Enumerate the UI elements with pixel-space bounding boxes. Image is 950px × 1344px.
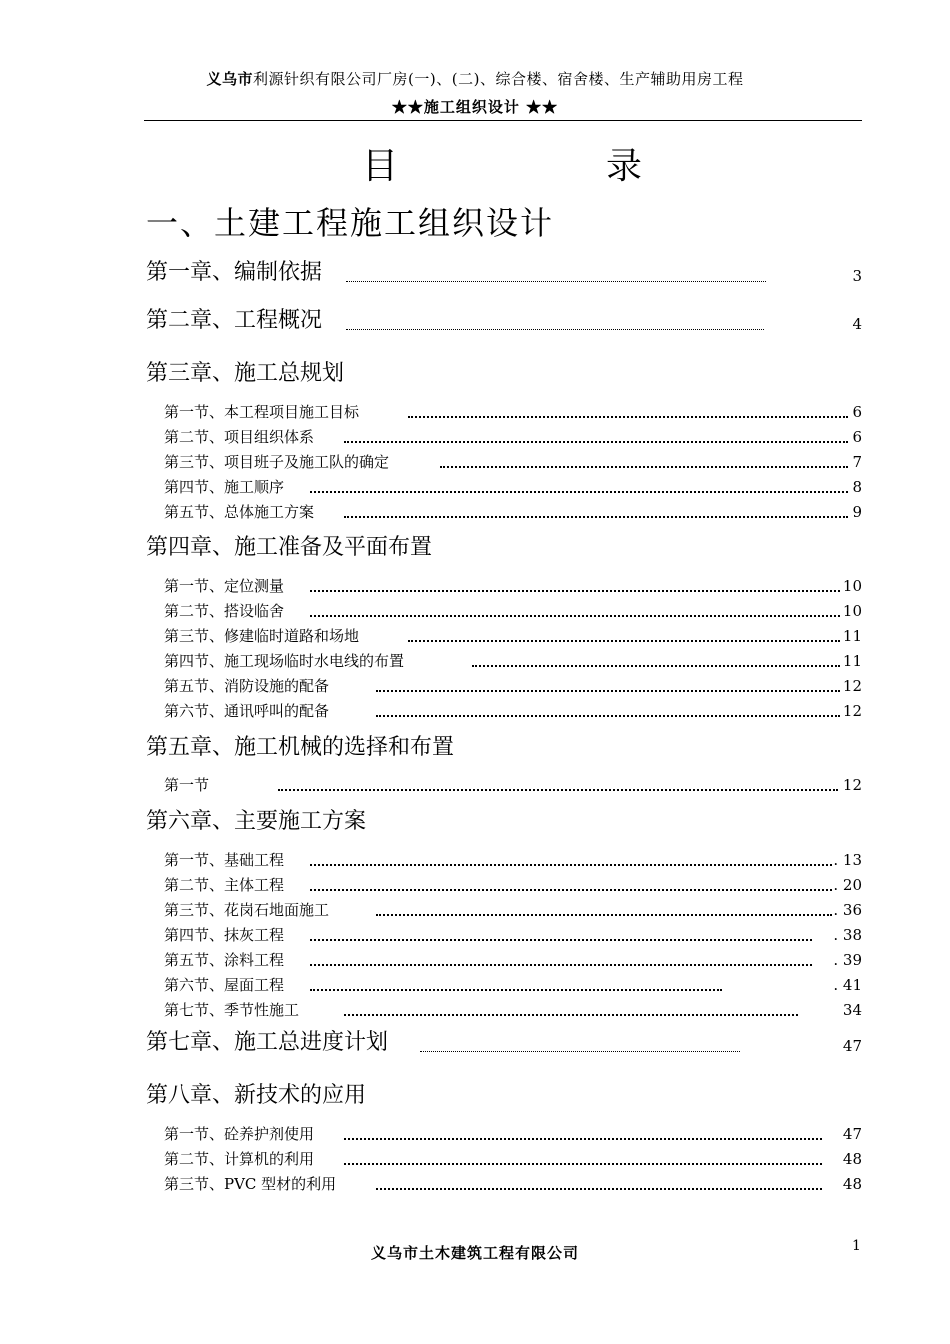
page-number: 48 (842, 1175, 862, 1193)
toc-section[interactable] (164, 846, 862, 870)
toc-chapter-2[interactable] (146, 308, 862, 334)
toc-chapter-4[interactable]: 第四章、施工准备及平面布置 (146, 535, 433, 560)
dot-leader (408, 640, 840, 642)
section-label: 第二节、项目组织体系 (164, 428, 315, 446)
section-label: 第一节、定位测量 (164, 577, 285, 595)
dot-leader (344, 1138, 822, 1140)
section-label: 第二节、主体工程 (164, 876, 285, 894)
page-number: 3 (852, 267, 862, 285)
page-number: 48 (842, 1150, 862, 1168)
page-number: 10 (842, 602, 862, 620)
chapter-label: 第一章、编制依据 (146, 260, 323, 285)
footer-page-number: 1 (852, 1238, 861, 1254)
page-number: 34 (842, 1001, 862, 1019)
dot-leader (346, 329, 764, 330)
toc-section[interactable] (164, 572, 862, 596)
toc-chapter-8[interactable]: 第八章、新技术的应用 (146, 1083, 367, 1108)
page-number: . 13 (833, 851, 862, 869)
dot-leader (472, 665, 840, 667)
page-number: . 20 (833, 876, 862, 894)
dot-leader (310, 939, 812, 941)
page-number: 6 (852, 403, 862, 421)
dot-leader (278, 789, 838, 791)
header-subtitle: ★★施工组织设计 ★★ (391, 98, 559, 116)
toc-section[interactable] (164, 672, 862, 696)
document-header (0, 68, 950, 89)
section-label: 第四节、施工现场临时水电线的布置 (164, 652, 405, 670)
section-label: 第六节、通讯呼叫的配备 (164, 702, 330, 720)
chapter-label: 第七章、施工总进度计划 (146, 1030, 389, 1055)
toc-section[interactable] (164, 647, 862, 671)
section-label: 第五节、总体施工方案 (164, 503, 315, 521)
section-label: 第二节、计算机的利用 (164, 1150, 315, 1168)
toc-section[interactable] (164, 921, 862, 945)
page-number: . 38 (833, 926, 862, 944)
page-number: 7 (852, 453, 862, 471)
section-label: 第七节、季节性施工 (164, 1001, 300, 1019)
page-number: 11 (842, 652, 862, 670)
page-number: 47 (842, 1037, 862, 1055)
dot-leader (344, 1163, 822, 1165)
page-number: 47 (842, 1125, 862, 1143)
header-project-name: 利源针织有限公司厂房(一)、(二)、综合楼、宿舍楼、生产辅助用房工程 (253, 70, 744, 88)
toc-section[interactable] (164, 423, 862, 447)
header-divider (144, 120, 862, 121)
toc-section[interactable] (164, 1120, 862, 1144)
dot-leader (408, 416, 848, 418)
header-city: 义乌市 (206, 70, 254, 88)
toc-section[interactable] (164, 1145, 862, 1169)
page-number: . 41 (833, 976, 862, 994)
dot-leader (310, 889, 832, 891)
toc-chapter-3[interactable]: 第三章、施工总规划 (146, 361, 345, 386)
dot-leader (310, 590, 840, 592)
section-label: 第四节、抹灰工程 (164, 926, 285, 944)
toc-section[interactable] (164, 946, 862, 970)
dot-leader (376, 715, 840, 717)
toc-section[interactable] (164, 398, 862, 422)
dot-leader (310, 964, 812, 966)
section-label: 第四节、施工顺序 (164, 478, 285, 496)
dot-leader (376, 690, 840, 692)
section-label: 第三节、项目班子及施工队的确定 (164, 453, 390, 471)
footer-company-name: 义乌市土木建筑工程有限公司 (370, 1244, 579, 1262)
section-label: 第一节 (164, 776, 210, 794)
toc-section[interactable] (164, 448, 862, 472)
section-label: 第一节、砼养护剂使用 (164, 1125, 315, 1143)
toc-section[interactable] (164, 996, 862, 1020)
dot-leader (344, 441, 848, 443)
dot-leader (344, 516, 848, 518)
toc-section[interactable] (164, 473, 862, 497)
page-number: 6 (852, 428, 862, 446)
section-label: 第五节、消防设施的配备 (164, 677, 330, 695)
section-label: 第六节、屋面工程 (164, 976, 285, 994)
dot-leader (420, 1051, 740, 1052)
toc-section[interactable] (164, 871, 862, 895)
chapter-label: 第二章、工程概况 (146, 308, 323, 333)
page-number: 12 (842, 776, 862, 794)
dot-leader (376, 1188, 822, 1190)
toc-chapter-5[interactable]: 第五章、施工机械的选择和布置 (146, 735, 455, 760)
dot-leader (344, 1014, 798, 1016)
section-label: 第一节、本工程项目施工目标 (164, 403, 360, 421)
part-title: 一、土建工程施工组织设计 (146, 204, 555, 242)
dot-leader (376, 914, 832, 916)
page-number: 12 (842, 677, 862, 695)
page-number: 8 (852, 478, 862, 496)
page-number: 9 (852, 503, 862, 521)
dot-leader (310, 615, 840, 617)
toc-section[interactable] (164, 697, 862, 721)
dot-leader (310, 864, 832, 866)
page-number: . 36 (833, 901, 862, 919)
section-label: 第二节、搭设临舍 (164, 602, 285, 620)
section-label: 第三节、PVC 型材的利用 (164, 1175, 337, 1193)
section-label: 第三节、修建临时道路和场地 (164, 627, 360, 645)
dot-leader (310, 491, 848, 493)
page-number: 12 (842, 702, 862, 720)
section-label: 第五节、涂料工程 (164, 951, 285, 969)
dot-leader (346, 281, 766, 282)
page-number: 4 (852, 315, 862, 333)
toc-chapter-1[interactable] (146, 260, 862, 286)
toc-section[interactable] (164, 597, 862, 621)
toc-section[interactable] (164, 971, 862, 995)
toc-section[interactable] (164, 896, 862, 920)
section-label: 第一节、基础工程 (164, 851, 285, 869)
page-number: 10 (842, 577, 862, 595)
toc-section[interactable] (164, 1170, 862, 1194)
dot-leader (440, 466, 848, 468)
dot-leader (310, 989, 722, 991)
toc-section[interactable] (164, 622, 862, 646)
toc-chapter-7[interactable] (146, 1030, 862, 1056)
toc-title-char-2: 录 (606, 146, 643, 187)
toc-title-char-1: 目 (362, 146, 399, 187)
toc-section[interactable] (164, 771, 862, 795)
page-number: . 39 (833, 951, 862, 969)
section-label: 第三节、花岗石地面施工 (164, 901, 330, 919)
page-number: 11 (842, 627, 862, 645)
toc-chapter-6[interactable]: 第六章、主要施工方案 (146, 809, 367, 834)
toc-section[interactable] (164, 498, 862, 522)
